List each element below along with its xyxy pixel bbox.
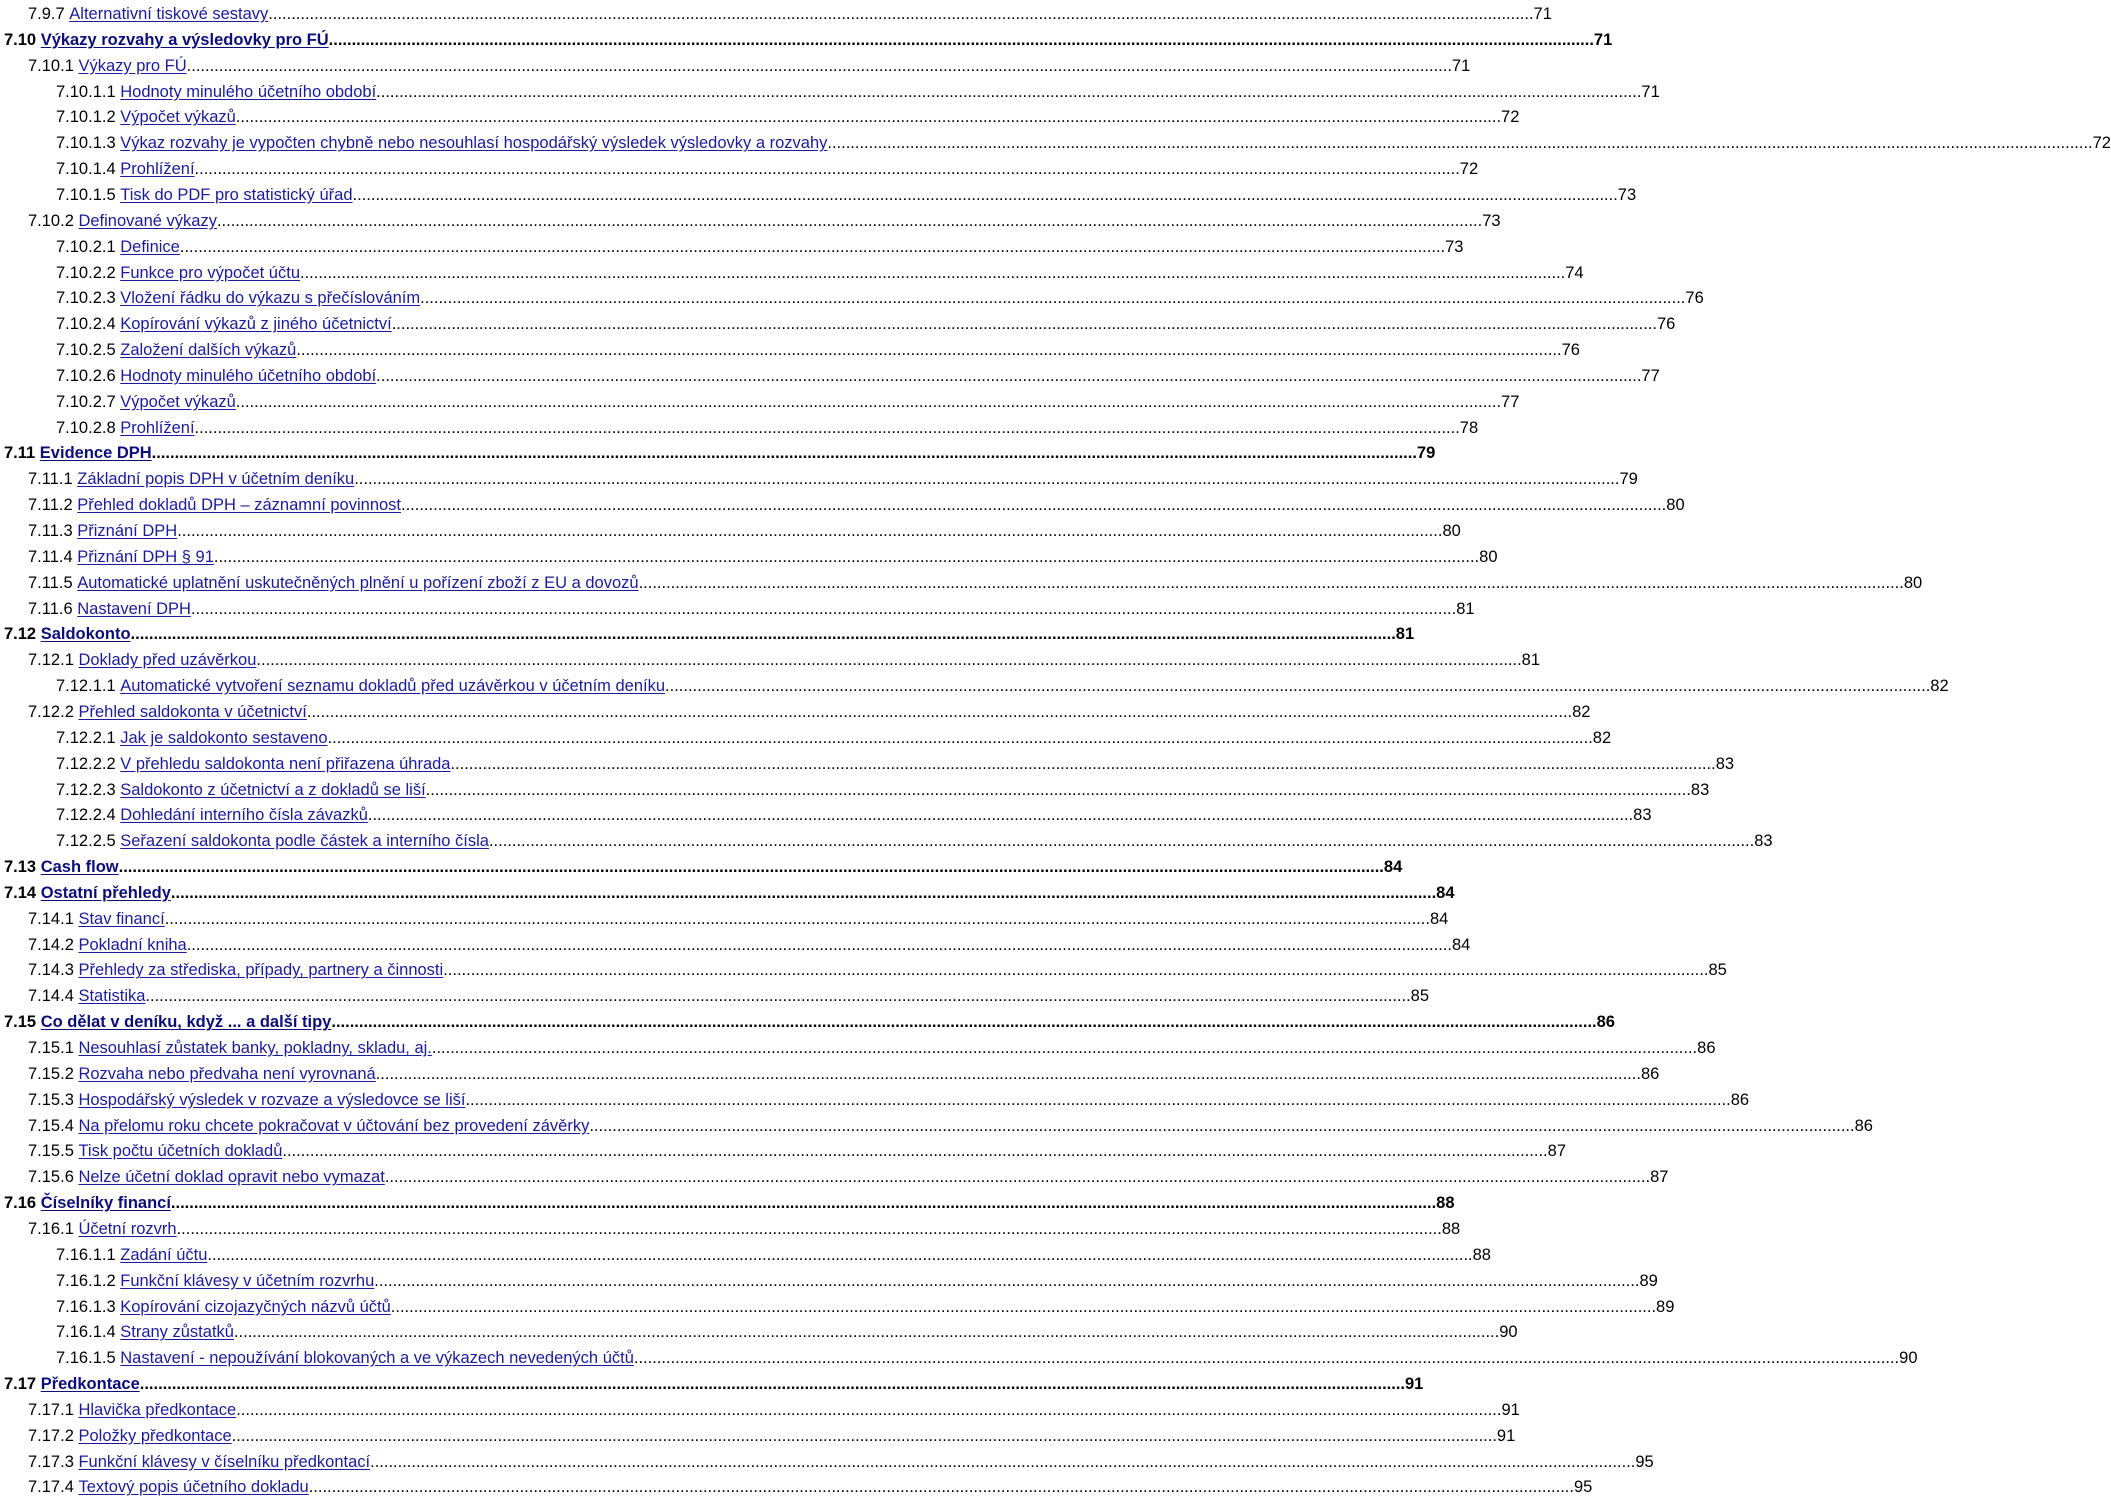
toc-entry[interactable] [0,236,1464,258]
toc-dot-leader [368,804,1633,826]
toc-entry-number: 7.11 [4,444,40,463]
toc-entry[interactable] [0,675,1949,697]
toc-entry[interactable] [0,1270,1658,1292]
toc-entry[interactable] [0,365,1660,387]
toc-page-number: 88 [1436,1194,1455,1213]
toc-entry[interactable] [0,649,1541,671]
toc-dot-leader [589,1115,1854,1137]
toc-dot-leader [195,417,1460,439]
toc-entry-link[interactable]: Rozvaha nebo předvaha není vyrovnaná [78,1064,376,1083]
toc-entry-number: 7.9.7 [28,5,70,23]
toc-page-number: 95 [1573,1478,1593,1497]
toc-entry-link[interactable]: Přehled saldokonta v účetnictví [78,702,307,721]
toc-dot-leader [354,468,1619,490]
toc-entry-link[interactable]: Tisk počtu účetních dokladů [78,1142,283,1161]
toc-entry-number: 7.11.5 [28,573,78,592]
toc-entry[interactable] [0,417,1479,439]
toc-entry[interactable] [0,3,1552,25]
toc-entry-number: 7.15.6 [28,1168,79,1187]
toc-dot-leader [489,830,1754,852]
toc-dot-leader [385,1166,1650,1188]
toc-entry-link[interactable]: Saldokonto z účetnictví a z dokladů se liší [120,780,426,799]
toc-entry-link[interactable]: Pokladní kniha [78,935,187,954]
toc-page-number: 72 [2092,134,2111,153]
toc-entry-link[interactable]: Nastavení - nepoužívání blokovaných a ve výkazech nevedených účtů [120,1349,634,1368]
toc-entry-number: 7.13 [4,858,41,877]
toc-page-number: 86 [1640,1064,1660,1083]
toc-page-number: 73 [1617,185,1637,204]
toc-dot-leader [665,675,1930,697]
toc-entry[interactable] [0,1321,1518,1343]
toc-dot-leader [256,649,1521,671]
toc-entry-link[interactable]: Zadání účtu [120,1245,208,1264]
toc-dot-leader [450,753,1715,775]
toc-entry[interactable] [0,1296,1675,1318]
toc-entry[interactable] [0,391,1520,413]
toc-entry-number: 7.16.1.1 [56,1245,121,1264]
toc-entry-link[interactable]: Číselníky financí [40,1194,171,1213]
toc-entry[interactable] [0,1218,1461,1240]
toc-entry-link[interactable]: Výkazy rozvahy a výsledovky pro FÚ [40,30,329,49]
toc-entry[interactable] [0,934,1471,956]
toc-page-number: 80 [1442,522,1461,540]
toc-entry-number: 7.10.2 [28,211,79,230]
toc-entry[interactable] [0,55,1471,77]
toc-dot-leader [207,1244,1472,1266]
toc-page-number: 81 [1521,651,1541,670]
toc-dot-leader [401,494,1666,516]
toc-entry-link[interactable]: Funkce pro výpočet účtu [120,263,300,282]
toc-dot-leader [180,236,1445,258]
toc-dot-leader [376,1063,1641,1085]
toc-entry-number: 7.15.4 [28,1116,79,1135]
toc-entry-number: 7.12 [4,625,41,644]
toc-entry-link[interactable]: Kopírování cizojazyčných názvů účtů [120,1297,391,1316]
toc-entry-number: 7.17.3 [28,1452,79,1471]
toc-entry-number: 7.11.3 [28,522,78,540]
toc-entry-link[interactable]: Evidence DPH [39,444,152,463]
toc-entry-number: 7.10.1.4 [56,160,121,179]
toc-dot-leader [426,779,1691,801]
toc-entry-link[interactable]: Účetní rozvrh [78,1219,177,1238]
toc-dot-leader [232,1425,1497,1447]
toc-entry-link[interactable]: Kopírování výkazů z jiného účetnictví [120,315,392,334]
toc-entry-number: 7.10.1 [28,56,79,75]
toc-dot-leader [309,1476,1574,1498]
toc-entry-number: 7.10.1.5 [56,185,121,204]
toc-entry-number: 7.10.2.6 [56,366,121,385]
toc-page-number: 88 [1441,1219,1461,1238]
toc-entry-link[interactable]: Nelze účetní doklad opravit nebo vymazat [78,1168,385,1187]
toc-dot-leader [214,546,1479,568]
toc-dot-leader [282,1140,1547,1162]
toc-page-number: 71 [1533,5,1552,23]
toc-entry[interactable] [0,1011,1615,1033]
toc-entry-link[interactable]: Alternativní tiskové sestavy [69,5,269,23]
toc-page-number: 80 [1666,496,1685,515]
toc-entry[interactable] [0,753,1735,775]
toc-dot-leader [191,598,1456,620]
toc-page-number: 76 [1561,341,1580,360]
toc-entry[interactable] [0,494,1685,516]
toc-dot-leader [171,1192,1436,1214]
toc-dot-leader [300,262,1565,284]
toc-page-number: 86 [1596,1013,1615,1032]
toc-page-number: 83 [1690,780,1710,799]
toc-dot-leader [195,158,1460,180]
toc-dot-leader [187,934,1452,956]
toc-entry-number: 7.16.1 [28,1219,79,1238]
toc-entry[interactable] [0,623,1415,645]
toc-entry-link[interactable]: Cash flow [40,858,119,877]
toc-entry-number: 7.14.1 [28,909,79,928]
toc-page-number: 77 [1501,392,1520,411]
toc-entry-number: 7.10.1.3 [56,134,121,153]
toc-entry[interactable] [0,1244,1491,1266]
toc-entry-link[interactable]: Základní popis DPH v účetním deníku [77,470,355,489]
toc-entry-number: 7.12.1.1 [56,677,121,696]
toc-entry[interactable] [0,1115,1873,1137]
toc-page-number: 85 [1708,961,1727,980]
toc-entry[interactable] [0,1347,1918,1369]
toc-dot-leader [236,106,1501,128]
toc-page-number: 81 [1395,625,1415,644]
toc-page-number: 82 [1592,728,1612,747]
toc-dot-leader [145,985,1410,1007]
toc-page-number: 71 [1641,82,1660,101]
toc-entry[interactable] [0,1166,1669,1188]
toc-entry[interactable] [0,313,1676,335]
toc-dot-leader [171,882,1436,904]
toc-entry[interactable] [0,287,1704,309]
toc-entry[interactable] [0,856,1403,878]
toc-dot-leader [376,81,1641,103]
toc-page-number: 90 [1499,1323,1518,1342]
toc-entry[interactable] [0,546,1498,568]
toc-page-number: 84 [1451,935,1471,954]
toc-entry-link[interactable]: Přehledy za střediska, případy, partnery a činnosti [78,961,444,980]
toc-page-number: 86 [1854,1116,1873,1135]
toc-dot-leader [391,1296,1656,1318]
toc-entry[interactable] [0,1425,1516,1447]
toc-dot-leader [236,391,1501,413]
toc-page-number: 83 [1633,806,1652,825]
toc-entry[interactable] [0,985,1430,1007]
toc-entry-number: 7.10.1.1 [56,82,121,101]
toc-page-number: 86 [1697,1039,1716,1057]
toc-entry-link[interactable]: Nesouhlasí zůstatek banky, pokladny, skladu, aj. [78,1039,432,1057]
toc-entry-link[interactable]: Vložení řádku do výkazu s přečíslováním [120,289,421,308]
toc-page-number: 89 [1639,1271,1658,1290]
toc-dot-leader [177,1218,1442,1240]
toc-entry[interactable] [0,1373,1424,1395]
toc-entry-link[interactable]: Nastavení DPH [77,599,191,618]
toc-page-number: 83 [1754,832,1773,851]
toc-dot-leader [392,313,1657,335]
toc-page-number: 80 [1903,573,1923,592]
toc-entry-number: 7.12.2.4 [56,806,121,825]
toc-entry[interactable] [0,1476,1593,1498]
toc-dot-leader [331,1011,1596,1033]
toc-entry-link[interactable]: Výkazy pro FÚ [78,56,187,75]
toc-entry[interactable] [0,959,1727,981]
toc-entry-link[interactable]: Tisk do PDF pro statistický úřad [120,185,353,204]
toc-dot-leader [217,210,1482,232]
toc-entry-number: 7.11.4 [28,547,78,566]
toc-entry-number: 7.10.2.3 [56,289,121,308]
toc-entry[interactable] [0,1140,1566,1162]
toc-entry-number: 7.10.2.4 [56,315,121,334]
toc-entry-link[interactable]: Přiznání DPH [77,522,178,540]
toc-entry[interactable] [0,779,1710,801]
toc-entry-number: 7.10 [4,30,41,49]
toc-page-number: 84 [1429,909,1449,928]
toc-page-number: 80 [1479,547,1498,566]
toc-page-number: 76 [1656,315,1676,334]
toc-page-number: 72 [1459,160,1479,179]
toc-entry-number: 7.17.2 [28,1426,79,1445]
toc-dot-leader [443,959,1708,981]
toc-entry-number: 7.10.2.1 [56,237,121,256]
toc-entry-link[interactable]: Seřazení saldokonta podle částek a interního čísla [120,832,489,851]
toc-dot-leader [234,1321,1499,1343]
toc-entry-number: 7.15.2 [28,1064,79,1083]
toc-page-number: 91 [1496,1426,1516,1445]
toc-entry-number: 7.11.1 [28,470,78,489]
toc-page-number: 72 [1501,108,1520,127]
toc-dot-leader [268,3,1533,25]
toc-entry-link[interactable]: Hodnoty minulého účetního období [120,366,377,385]
toc-entry-link[interactable]: Položky předkontace [78,1426,232,1445]
toc-entry[interactable] [0,1037,1716,1059]
toc-dot-leader [827,132,2092,154]
toc-page-number: 78 [1459,418,1479,437]
toc-page-number: 82 [1930,677,1949,696]
toc-entry-number: 7.17 [4,1375,41,1394]
toc-entry[interactable] [0,106,1520,128]
toc-dot-leader [236,1399,1501,1421]
toc-entry-link[interactable]: Textový popis účetního dokladu [78,1478,309,1497]
toc-entry-number: 7.16 [4,1194,41,1213]
toc-entry[interactable] [0,1451,1654,1473]
toc-page-number: 79 [1619,470,1638,489]
toc-page-number: 81 [1456,599,1475,618]
toc-entry[interactable] [0,598,1475,620]
toc-dot-leader [152,442,1417,464]
toc-entry-number: 7.15 [4,1013,41,1032]
toc-entry-number: 7.14 [4,883,41,902]
toc-entry-link[interactable]: Co dělat v deníku, když ... a další tipy [40,1013,332,1032]
toc-page-number: 73 [1445,237,1464,256]
toc-page-number: 77 [1641,366,1660,385]
toc-dot-leader [376,365,1641,387]
toc-entry[interactable] [0,339,1580,361]
toc-entry-link[interactable]: Výpočet výkazů [120,392,236,411]
toc-entry-number: 7.16.1.2 [56,1271,121,1290]
toc-entry-number: 7.12.2.2 [56,754,121,773]
toc-entry-number: 7.15.3 [28,1090,79,1109]
toc-entry[interactable] [0,804,1652,826]
toc-dot-leader [307,701,1572,723]
toc-entry-link[interactable]: Založení dalších výkazů [120,341,297,360]
toc-entry[interactable] [0,701,1591,723]
toc-page-number: 88 [1472,1245,1491,1264]
toc-entry-number: 7.10.1.2 [56,108,121,127]
toc-entry-number: 7.10.2.5 [56,341,121,360]
toc-entry-link[interactable]: Přehled dokladů DPH – záznamní povinnost [77,496,402,515]
toc-entry[interactable] [0,830,1773,852]
toc-entry-number: 7.17.1 [28,1400,79,1419]
toc-entry-link[interactable]: Přiznání DPH § 91 [77,547,214,566]
toc-page-number: 74 [1565,263,1584,282]
toc-entry-link[interactable]: Definované výkazy [78,211,217,230]
toc-entry-link[interactable]: Doklady před uzávěrkou [78,651,257,670]
toc-page-number: 79 [1416,444,1436,463]
toc-page-number: 86 [1730,1090,1750,1109]
toc-entry[interactable] [0,908,1449,930]
toc-page-number: 76 [1685,289,1704,308]
toc-page-number: 82 [1572,702,1591,721]
toc-dot-leader [140,1373,1405,1395]
toc-dot-leader [374,1270,1639,1292]
toc-entry-number: 7.14.2 [28,935,79,954]
toc-entry-link[interactable]: Automatické uplatnění uskutečněných plnění u pořízení zboží z EU a dovozů [77,573,639,592]
toc-entry-number: 7.15.1 [28,1039,79,1057]
toc-dot-leader [639,572,1904,594]
toc-page-number: 85 [1410,987,1430,1006]
toc-dot-leader [353,184,1618,206]
toc-entry-link[interactable]: Dohledání interního čísla závazků [120,806,368,825]
toc-dot-leader [465,1089,1730,1111]
toc-entry-link[interactable]: Funkční klávesy v účetním rozvrhu [120,1271,375,1290]
toc-entry-number: 7.11.2 [28,496,78,515]
toc-page-number: 91 [1501,1400,1520,1419]
toc-page-number: 83 [1715,754,1735,773]
toc-entry-number: 7.12.2.5 [56,832,121,851]
toc-entry[interactable] [0,158,1479,180]
toc-entry[interactable] [0,882,1455,904]
toc-dot-leader [432,1037,1697,1059]
toc-dot-leader [131,623,1396,645]
toc-dot-leader [420,287,1685,309]
toc-dot-leader [329,29,1594,51]
toc-page-number: 73 [1482,211,1501,230]
toc-page-number: 84 [1436,883,1455,902]
toc-entry[interactable] [0,29,1613,51]
toc-entry-number: 7.16.1.4 [56,1323,121,1342]
toc-entry-link[interactable]: Výkaz rozvahy je vypočten chybně nebo nesouhlasí hospodářský výsledek výsledovky a rozvahy [120,134,828,153]
toc-entry[interactable] [0,1063,1660,1085]
toc-dot-leader [296,339,1561,361]
toc-dot-leader [187,55,1452,77]
toc-entry[interactable] [0,184,1637,206]
toc-entry-link[interactable]: Strany zůstatků [120,1323,234,1342]
toc-entry[interactable] [0,727,1612,749]
toc-entry-link[interactable]: Automatické vytvoření seznamu dokladů před uzávěrkou v účetním deníku [120,677,666,696]
toc-dot-leader [634,1347,1899,1369]
toc-entry-number: 7.17.4 [28,1478,79,1497]
toc-dot-leader [177,520,1442,542]
toc-page-number: 71 [1451,56,1471,75]
toc-entry-number: 7.15.5 [28,1142,79,1161]
toc-entry[interactable] [0,468,1638,490]
toc-entry-number: 7.16.1.3 [56,1297,121,1316]
toc-entry-link[interactable]: Na přelomu roku chcete pokračovat v účtování bez provedení závěrky [78,1116,590,1135]
toc-entry-link[interactable]: Ostatní přehledy [40,883,171,902]
toc-entry[interactable] [0,81,1660,103]
toc-entry-link[interactable]: Statistika [78,987,146,1006]
toc-entry-number: 7.10.2.8 [56,418,121,437]
toc-entry[interactable] [0,520,1461,542]
toc-dot-leader [328,727,1593,749]
toc-entry-link[interactable]: Prohlížení [120,418,195,437]
toc-entry[interactable] [0,132,2111,154]
toc-entry[interactable] [0,1399,1520,1421]
toc-entry[interactable] [0,262,1584,284]
toc-entry[interactable] [0,1192,1455,1214]
toc-entry[interactable] [0,442,1436,464]
toc-page-number: 84 [1383,858,1403,877]
toc-entry-link[interactable]: Definice [120,237,180,256]
toc-entry-link[interactable]: Prohlížení [120,160,195,179]
toc-entry-link[interactable]: Hlavička předkontace [78,1400,237,1419]
toc-page-number: 90 [1899,1349,1918,1368]
toc-entry-number: 7.14.3 [28,961,79,980]
toc-entry-link[interactable]: Stav financí [78,909,165,928]
toc-entry-number: 7.14.4 [28,987,79,1006]
toc-entry-number: 7.16.1.5 [56,1349,121,1368]
toc-page-number: 91 [1405,1375,1424,1394]
toc-entry-number: 7.10.2.7 [56,392,121,411]
toc-page-number: 89 [1656,1297,1675,1316]
toc-entry-number: 7.12.2.1 [56,728,121,747]
toc-entry-link[interactable]: Hodnoty minulého účetního období [120,82,377,101]
toc-page-number: 87 [1547,1142,1566,1161]
toc-entry-link[interactable]: V přehledu saldokonta není přiřazena úhrada [120,754,451,773]
toc-entry-link[interactable]: Jak je saldokonto sestaveno [120,728,328,747]
toc-entry-number: 7.12.2.3 [56,780,121,799]
toc-entry[interactable] [0,1089,1750,1111]
toc-entry-number: 7.11.6 [28,599,78,618]
toc-entry-number: 7.12.2 [28,702,79,721]
toc-entry-link[interactable]: Výpočet výkazů [120,108,236,127]
toc-page-number: 87 [1650,1168,1669,1187]
toc-entry-link[interactable]: Saldokonto [40,625,131,644]
toc-page-number: 95 [1635,1452,1654,1471]
toc-page-number: 71 [1593,30,1613,49]
toc-entry[interactable] [0,210,1501,232]
toc-entry-link[interactable]: Funkční klávesy v číselníku předkontací [78,1452,371,1471]
toc-entry-link[interactable]: Hospodářský výsledek v rozvaze a výsledovce se liší [78,1090,466,1109]
toc-entry-number: 7.12.1 [28,651,79,670]
toc-entry[interactable] [0,572,1923,594]
toc-dot-leader [119,856,1384,878]
toc-dot-leader [165,908,1430,930]
toc-entry-link[interactable]: Předkontace [40,1375,140,1394]
toc-entry-number: 7.10.2.2 [56,263,121,282]
toc-dot-leader [370,1451,1635,1473]
